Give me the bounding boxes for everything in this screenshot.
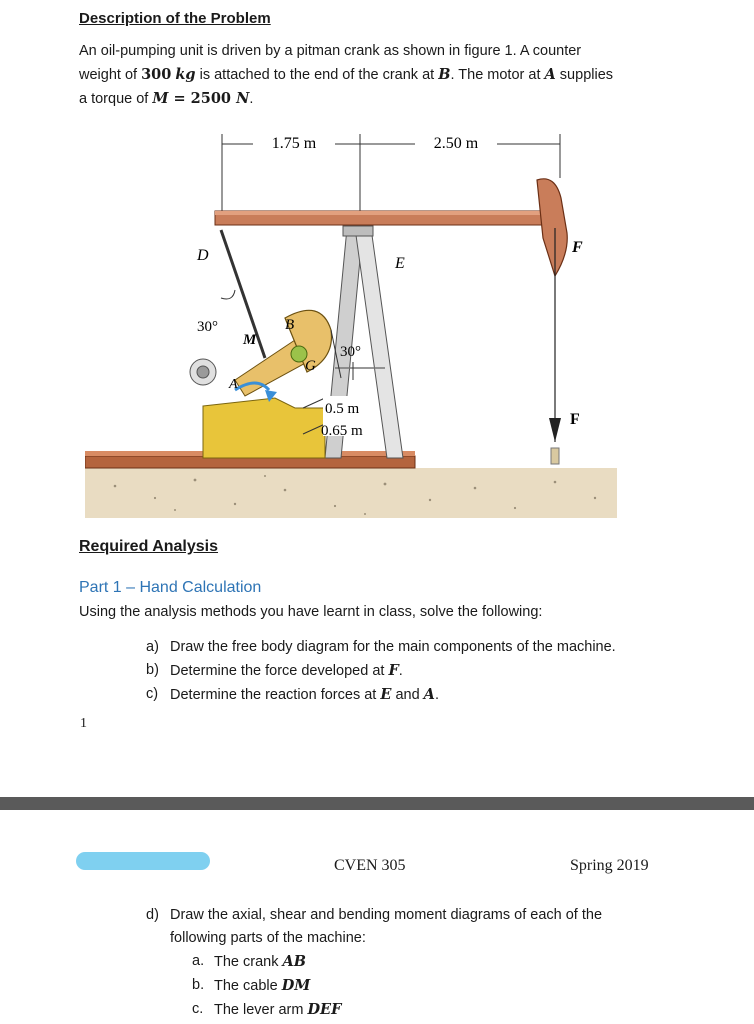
list-text: Draw the axial, shear and bending moment diagrams of each of the bbox=[170, 907, 603, 923]
member-symbol: DEF bbox=[307, 1001, 342, 1018]
sublist bbox=[192, 950, 592, 1022]
list-text-continued: following parts of the machine: bbox=[170, 930, 366, 946]
torque-value: = 2500 bbox=[168, 90, 237, 107]
angle-label-left: 30° bbox=[197, 319, 218, 335]
angle-label-crank: 30° bbox=[340, 344, 361, 360]
pivot-bearing bbox=[343, 226, 373, 236]
label-g: G bbox=[305, 358, 316, 374]
label-m: M bbox=[243, 332, 257, 348]
list-text-end: . bbox=[398, 663, 403, 679]
wellhead bbox=[551, 448, 559, 464]
list-item bbox=[146, 659, 736, 683]
label-f-bottom: F bbox=[570, 411, 580, 428]
list-text: Draw the free body diagram for the main components of the machine. bbox=[170, 639, 616, 655]
angle-arc-left bbox=[221, 290, 235, 299]
dim-label-left: 1.75 m bbox=[271, 135, 317, 152]
text-fragment: is attached to the end of the crank at bbox=[195, 67, 439, 83]
torque-symbol: M bbox=[152, 90, 169, 107]
sublist-item bbox=[192, 974, 592, 998]
force-symbol: F bbox=[388, 662, 399, 679]
description-line-1: An oil-pumping unit is driven by a pitman crank as shown in figure 1. A counter bbox=[79, 43, 582, 59]
sublist-item bbox=[192, 998, 592, 1022]
sublist-text: The cable bbox=[214, 978, 282, 994]
mass-unit: kg bbox=[175, 66, 196, 83]
torque-unit: N bbox=[236, 90, 250, 107]
text-fragment: . bbox=[249, 91, 254, 107]
problem-description bbox=[79, 40, 729, 111]
text-fragment: . The motor at bbox=[450, 67, 545, 83]
list-marker: c) bbox=[146, 686, 159, 702]
mass-value: 300 bbox=[141, 66, 172, 83]
list-marker: a) bbox=[146, 639, 159, 655]
list-text: and bbox=[391, 687, 424, 703]
page-divider bbox=[0, 797, 754, 810]
text-fragment: supplies bbox=[555, 67, 614, 83]
section-heading-required: Required Analysis bbox=[79, 538, 219, 555]
label-a: A bbox=[229, 377, 238, 392]
gearbox-base bbox=[203, 398, 325, 458]
redaction-mark bbox=[76, 852, 210, 870]
dim-05-leader bbox=[303, 398, 325, 408]
part1-list bbox=[146, 636, 736, 707]
reaction-symbol: A bbox=[423, 686, 435, 703]
point-a-symbol: A bbox=[544, 66, 556, 83]
sublist-marker: b. bbox=[192, 977, 205, 993]
course-code: CVEN 305 bbox=[334, 857, 406, 874]
list-text-end: . bbox=[434, 687, 439, 703]
list-item bbox=[146, 904, 736, 927]
description-line-3 bbox=[79, 87, 729, 111]
list-item bbox=[146, 683, 736, 707]
text-fragment: a torque of bbox=[79, 91, 153, 107]
part1-instructions: Using the analysis methods you have learnt in class, solve the following: bbox=[79, 604, 543, 620]
horse-head bbox=[537, 179, 567, 276]
list-text: Determine the force developed at bbox=[170, 663, 389, 679]
label-b: B bbox=[285, 317, 295, 333]
reaction-symbol: E bbox=[380, 686, 392, 703]
part1-title: Part 1 – Hand Calculation bbox=[79, 579, 262, 596]
motor-hub bbox=[197, 366, 209, 378]
label-d: D bbox=[197, 247, 209, 264]
point-b-symbol: B bbox=[438, 66, 451, 83]
dim-065: 0.65 m bbox=[321, 423, 363, 439]
sublist-marker: c. bbox=[192, 1001, 204, 1017]
text-fragment: weight of bbox=[79, 67, 142, 83]
sublist-text: The lever arm bbox=[214, 1002, 308, 1018]
list-marker: b) bbox=[146, 662, 159, 678]
list-item bbox=[146, 636, 736, 659]
list-text: Determine the reaction forces at bbox=[170, 687, 381, 703]
sublist-text: The crank bbox=[214, 954, 283, 970]
sublist-marker: a. bbox=[192, 953, 205, 969]
page-number: 1 bbox=[80, 716, 87, 731]
member-symbol: AB bbox=[282, 953, 307, 970]
label-f-top: F bbox=[572, 239, 583, 256]
force-arrow-head bbox=[549, 418, 561, 442]
walking-beam-highlight bbox=[215, 211, 545, 215]
sublist-item bbox=[192, 950, 592, 974]
ground bbox=[85, 468, 617, 518]
list-marker: d) bbox=[146, 907, 159, 923]
part-d-item bbox=[146, 904, 736, 950]
pumpjack-figure bbox=[85, 118, 625, 528]
section-heading-description: Description of the Problem bbox=[79, 10, 271, 27]
description-line-2 bbox=[79, 63, 729, 87]
dim-05: 0.5 m bbox=[325, 401, 360, 417]
dim-label-right: 2.50 m bbox=[433, 135, 479, 152]
label-e: E bbox=[395, 255, 405, 272]
member-symbol: DM bbox=[281, 977, 311, 994]
term: Spring 2019 bbox=[570, 857, 649, 874]
